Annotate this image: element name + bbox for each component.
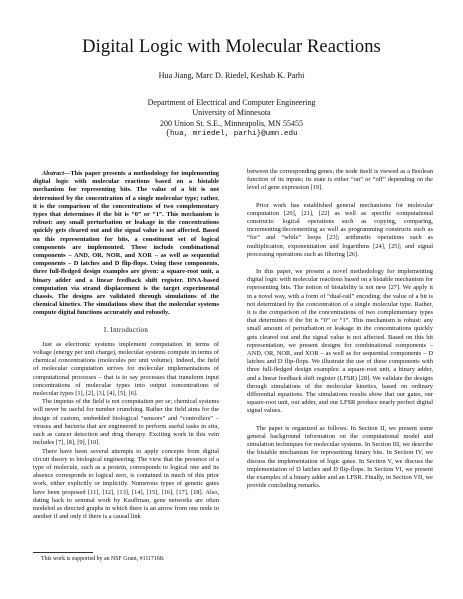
right-paragraph-1: Prior work has established general mechanisms for molecular computation [20], [21], [22] as well as specific computational constructs: logical operations such as copying, comparing, incrementing/decrementing as well as programming constructs such as “for” and “while” loops [23]; arithmetic operations such as multiplication, exponentiation and logarithms [24], [25]; and signal processing operations such as filtering [26]. — [247, 201, 433, 258]
right-paragraph-2: In this paper, we present a novel methodology for implementing digital logic with molecular reactions based on a bistable mechanism for representing bits. The notion of bistability is not new [27]. We apply it in a novel way, with a form of “dual-rail” encoding: the value of a bit is not determined by the concentration of a single molecular type. Rather, it is the comparison of the concentrations of two complementary types that determines if the bit is “0” or “1”. This mechanism is robust: any small amount of perturbation or leakage in the concentrations quickly gets cleared out and the signal value is not affected. Based on this bit representation, we present designs for combinational components – AND, OR, NOR, and XOR – as well as for sequential components – D latches and D flip-flops. We illustrate the use of these components with three full-fledged design examples: a square-root unit, a binary adder, and a linear feedback shift register (LFSR) [28]. We validate the designs through simulations of the molecular kinetics, based on ordinary differential equations. The simulations results show that our gates, our square-root unit, our adder, and our LFSR produce nearly perfect digital signal values. — [247, 268, 433, 415]
left-column — [33, 170, 219, 521]
right-paragraph-0: between the corresponding genes; the node itself is viewed as a Boolean function of its inputs; its state is either “on” or “off” depending on the level of gene expression [19]. — [247, 168, 433, 192]
right-column — [247, 168, 433, 490]
section-heading-introduction: I. Introduction — [103, 326, 149, 334]
affiliation-address: 200 Union St. S.E., Minneapolis, MN 55455 — [160, 118, 303, 128]
right-paragraph-3: The paper is organized as follows. In Section II, we present some general background information on the computational model and simulation techniques for molecular systems. In Section III, we describe the bistable mechanism for representing binary bits. In Section IV, we discuss the implementation of logic gates. In Section V, we discuss the implementation of D latches and D flip-flops. In Section VI, we present the examples of a binary adder and an LFSR. Finally, in Section VII, we provide concluding remarks. — [247, 424, 433, 490]
abstract-text: —This paper presents a methodology for implementing digital logic with molecular reactions based on a bistable mechanism for representing bits. The value of a bit is not determined by the concentration of a single molecular type; rather, it is the comparison of the concentrations of two complementary types that determines if the bit is “0” or “1”. This mechanism is robust: any small perturbation or leakage in the concentrations quickly gets cleared out and the signal value is not affected. Based on this representation for bits, a constituent set of logical components are implemented. These include combinational components – AND, OR, NOR, and XOR – as well as sequential components – D latches and D flip-flops. Using these components, three full-fledged design examples are given: a square-root unit, a binary adder and a linear feedback shift register. DNA-based computation via strand displacement is the target experimental chassis. The designs are validated through simulations of the chemical kinetics. The simulations show that the molecular systems compute digital functions accurately and robustly. — [33, 170, 219, 317]
paper-title: Digital Logic with Molecular Reactions — [82, 37, 381, 57]
intro-paragraph-3: There have been several attempts to apply concepts from digital circuit theory to biological engineering. The view that the presence of a type of molecule, such as a protein, corresponds to logical one and its absence corresponds to logical zero, is contained in much of this prior work, either explicitly or implicitly. Numerous types of genetic gates have been proposed [11], [12], [13], [14], [15], [16], [17], [18]. Also, dating back to seminal work by Kauffman, gene networks are often modeled as directed graphs in which there is an arrow from one node to another if and only if there is a causal link — [33, 447, 219, 521]
affiliation-university: University of Minnesota — [192, 108, 271, 118]
intro-paragraph-1: Just as electronic systems implement computation in terms of voltage (energy per unit charge), molecular systems compute in terms of chemical concentrations (molecules per unit volume). Indeed, the field of molecular computation strives for molecular implementations of computational processes – that is to say processes that transform input concentrations of molecular types into output concentrations of molecular types [1], [2], [3], [4], [5], [6]. — [33, 340, 219, 398]
footnote: This work is supported by an NSF Grant, #1117168. — [41, 556, 165, 562]
affiliation-block — [0, 98, 463, 140]
affiliation-emails: {hua, mriedel, parhi}@umn.edu — [165, 130, 298, 139]
footnote-rule — [33, 552, 93, 553]
author-list: Hua Jiang, Marc D. Riedel, Keshab K. Parhi — [158, 71, 305, 80]
abstract-label: Abstract — [42, 170, 65, 177]
intro-paragraph-2: The impetus of the field is not computation per se; chemical systems will never be useful for number crunching. Rather the field aims for the design of custom, embedded biological “sensors” and “controllers” – viruses and bacteria that are engineered to perform useful tasks in situ, such as cancer detection and drug therapy. Exciting work in this vein includes [7], [8], [9], [10]. — [33, 398, 219, 447]
abstract — [33, 170, 219, 318]
affiliation-department: Department of Electrical and Computer Engineering — [147, 98, 316, 107]
